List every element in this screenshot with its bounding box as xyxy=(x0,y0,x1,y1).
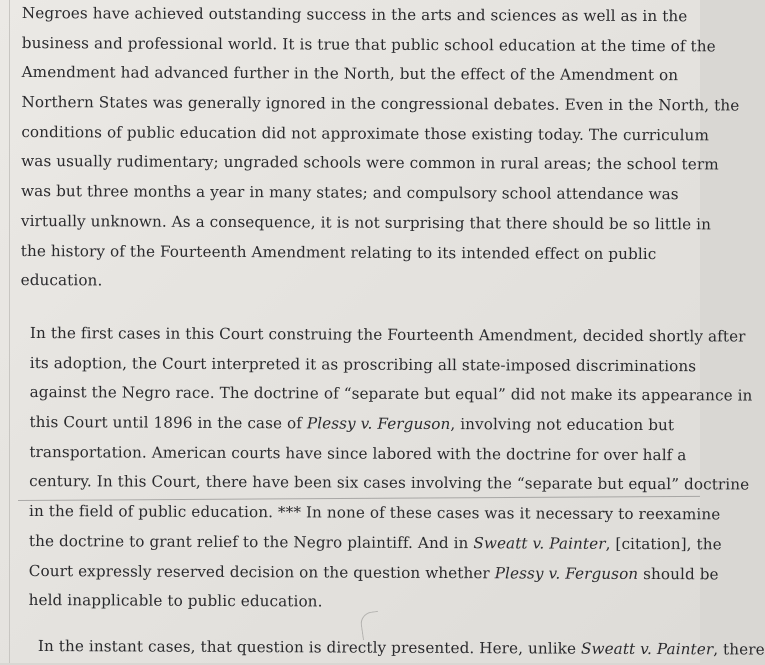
pen-mark xyxy=(359,611,382,640)
paragraph-2-line: In the first cases in this Court construing the Fourteenth Amendment, decided shortly after xyxy=(29,323,746,346)
paragraph-2-line-text: , involving not education but xyxy=(450,415,675,435)
paragraph-2-line-text: should be xyxy=(638,564,719,583)
paragraph-1-line: business and professional world. It is true that public school education at the time of the xyxy=(21,33,716,56)
paragraph-2-line-text: , [citation], the xyxy=(605,534,722,554)
paragraph-1-line: was but three months a year in many states; and compulsory school attendance was xyxy=(21,182,679,204)
paragraph-1-line: Amendment had advanced further in the North, but the effect of the Amendment on xyxy=(21,63,679,85)
paragraph-1-line: was usually rudimentary; ungraded schools were common in rural areas; the school term xyxy=(21,152,719,174)
case-citation: Sweatt v. Painter xyxy=(580,639,714,659)
paragraph-2-line: in the field of public education. *** In none of these cases was it necessary to reexamine xyxy=(29,502,721,524)
paragraph-2-line xyxy=(28,527,722,560)
paragraph-1-line: education. xyxy=(20,271,103,290)
paragraph-2-line: transportation. American courts have since labored with the doctrine for over half a xyxy=(29,442,687,464)
paragraph-1-line: Negroes have achieved outstanding success in the arts and sciences as well as in the xyxy=(21,3,688,26)
paragraph-1-line: Northern States was generally ignored in the congressional debates. Even in the North, the xyxy=(21,93,740,115)
paragraph-2-line xyxy=(28,556,719,589)
paragraph-2-line-text: the doctrine to grant relief to the Negro plaintiff. And in xyxy=(28,531,474,552)
paragraph-1 xyxy=(20,0,740,299)
case-citation: Plessy v. Ferguson xyxy=(306,414,451,434)
paragraph-3-line-text: In the instant cases, that question is directly presented. Here, unlike xyxy=(37,636,582,658)
paragraph-2-line: century. In this Court, there have been six cases involving the “separate but equal” doctrine xyxy=(29,472,750,494)
page-left-rule xyxy=(9,0,10,663)
paragraph-2-line: its adoption, the Court interpreted it as proscribing all state-imposed discriminations xyxy=(29,353,697,375)
paragraph-1-line: the history of the Fourteenth Amendment relating to its intended effect on public xyxy=(20,241,657,263)
paragraph-2-line: against the Negro race. The doctrine of “separate but equal” did not make its appearance in xyxy=(29,383,753,405)
case-citation: Plessy v. Ferguson xyxy=(494,563,639,583)
paragraph-2-line xyxy=(29,408,689,441)
paragraph-1-line: conditions of public education did not approximate those existing today. The curriculum xyxy=(21,122,710,145)
paragraph-2-line-text: Court expressly reserved decision on the question whether xyxy=(28,561,495,582)
paragraph-2 xyxy=(28,319,753,619)
paragraph-3-line-text: , there xyxy=(713,640,765,659)
paragraph-1-line: virtually unknown. As a consequence, it is not surprising that there should be so little in xyxy=(20,211,712,234)
case-citation: Sweatt v. Painter xyxy=(473,533,606,553)
paragraph-2-line-text: this Court until 1896 in the case of xyxy=(29,413,307,433)
paragraph-2-line: held inapplicable to public education. xyxy=(28,591,323,611)
